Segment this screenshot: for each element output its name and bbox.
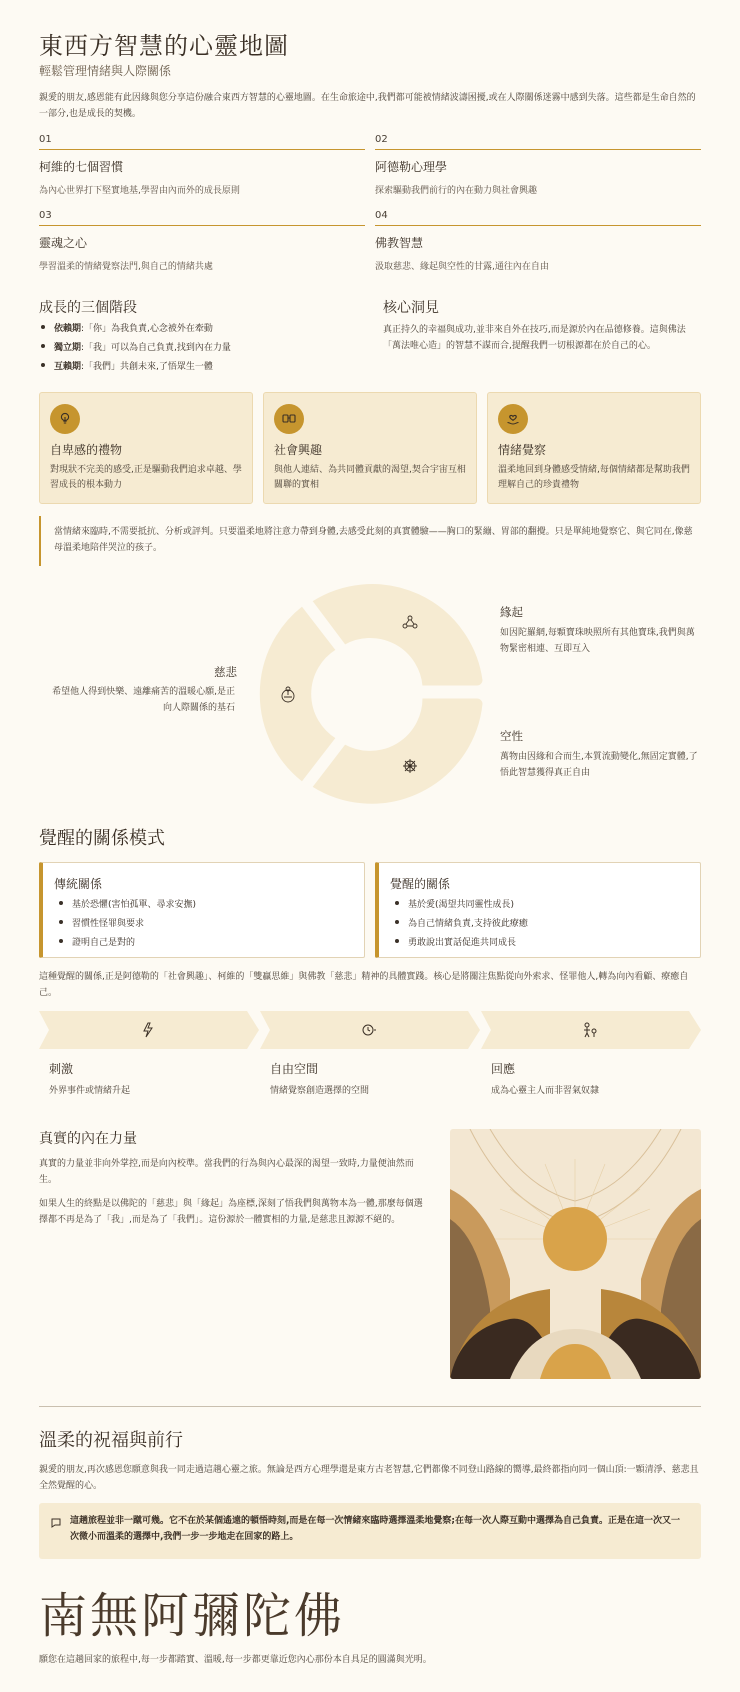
power-title: 真實的內在力量	[39, 1131, 137, 1147]
list-item: 依賴期:「你」為我負責,心念被外在牽動	[39, 321, 349, 340]
list-item: 獨立期:「我」可以為自己負責,找到內在力量	[39, 340, 349, 359]
card-desc: 與他人連結、為共同體貢獻的渴望,契合宇宙互相關聯的實相	[274, 465, 466, 490]
clock-icon	[360, 1021, 378, 1039]
person-flower-icon	[581, 1021, 599, 1039]
awakened-list	[394, 897, 528, 954]
step-arrow-response	[481, 1011, 701, 1049]
insight-text: 真正持久的幸福與成功,並非來自外在技巧,而是源於內在品德修養。這與佛法「萬法唯心造」的智慧不謀而合,提醒我們一切根源都在於自己的心。	[383, 325, 686, 351]
step-arrow-space	[260, 1011, 480, 1049]
card-social-interest	[263, 392, 477, 504]
blessing-note: 這趟旅程並非一蹴可幾。它不在於某個遙遠的頓悟時刻,而是在每一次情緒來臨時選擇溫柔地覺察;在每一次人際互動中選擇為自己負責。正是在這一次又一次微小而溫柔的選擇中,我們一步一步地走在回家的路上。	[70, 1516, 681, 1542]
step-title: 回應	[491, 1062, 516, 1076]
step-desc: 情緒覺察創造選擇的空間	[270, 1086, 370, 1096]
origin-desc: 如因陀羅網,每顆寶珠映照所有其他寶珠,我們與萬物緊密相連、互即互入	[500, 628, 695, 654]
emotion-quote: 當情緒來臨時,不需要抵抗、分析或評判。只要溫柔地將注意力帶到身體,去感受此刻的真實體驗——胸口的緊繃、胃部的翻攪。只是單純地覺察它、與它同在,像慈母溫柔地陪伴哭泣的孩子。	[39, 516, 701, 566]
section-desc: 學習溫柔的情緒覺察法門,與自己的情緒共處	[39, 262, 213, 272]
section-title: 佛教智慧	[375, 236, 424, 250]
box-title: 傳統關係	[54, 877, 103, 891]
card-desc: 溫柔地回到身體感受情緒,每個情緒都是幫助我們理解自己的珍貴禮物	[498, 465, 690, 490]
card-title: 自卑感的禮物	[50, 443, 123, 457]
note-icon	[50, 1517, 62, 1529]
donut-segment-emptiness	[312, 698, 483, 804]
section-item-01	[39, 134, 365, 196]
page-title: 東西方智慧的心靈地圖	[39, 32, 289, 60]
section-divider	[39, 1406, 701, 1407]
card-desc: 對現狀不完美的感受,正是驅動我們追求卓越、學習成長的根本動力	[50, 465, 242, 490]
growth-title: 成長的三個階段	[39, 300, 137, 316]
step-arrow-stimulus	[39, 1011, 259, 1049]
traditional-relationship-box	[39, 862, 365, 958]
list-item: 為自己情緒負責,支持彼此療癒	[394, 916, 528, 935]
step-desc: 外界事件或情緒升起	[49, 1086, 131, 1096]
step-title: 自由空間	[270, 1062, 319, 1076]
box-title: 覺醒的關係	[390, 877, 451, 891]
step-title: 刺激	[49, 1062, 74, 1076]
traditional-list	[58, 897, 196, 954]
origin-title: 緣起	[500, 605, 523, 619]
donut-segment-origin	[312, 584, 483, 686]
list-item: 證明自己是對的	[58, 935, 196, 954]
list-item: 基於恐懼(害怕孤單、尋求安撫)	[58, 897, 196, 916]
step-desc: 成為心靈主人而非習氣奴隸	[491, 1086, 600, 1096]
wisdom-donut-diagram	[250, 574, 490, 814]
list-item: 習慣性怪罪與要求	[58, 916, 196, 935]
section-item-03	[39, 210, 365, 272]
section-title: 柯維的七個習慣	[39, 160, 124, 174]
sun-artwork-image	[450, 1129, 701, 1379]
section-title: 阿德勒心理學	[375, 160, 448, 174]
growth-stage-list	[39, 321, 349, 378]
card-title: 社會興趣	[274, 443, 323, 457]
section-number: 02	[375, 134, 701, 150]
dharma-wheel-icon	[403, 759, 417, 773]
lightning-icon	[139, 1021, 157, 1039]
lightbulb-icon	[50, 404, 80, 434]
card-emotion-awareness	[487, 392, 701, 504]
final-blessing: 願您在這趟回家的旅程中,每一步都踏實、溫暖,每一步都更靠近您內心那份本自具足的圓滿與光明。	[39, 1655, 432, 1665]
compassion-title: 慈悲	[214, 665, 237, 679]
intro-paragraph: 親愛的朋友,感恩能有此因緣與您分享這份融合東西方智慧的心靈地圖。在生命旅途中,我們都可能被情緒波濤困擾,或在人際關係迷霧中感到失落。這些都是生命自然的一部分,也是成長的契機。	[39, 93, 696, 119]
section-item-02	[375, 134, 701, 196]
awakened-relationship-box	[375, 862, 701, 958]
blessing-title: 溫柔的祝福與前行	[39, 1430, 183, 1451]
blessing-note-box	[39, 1503, 701, 1559]
relationship-title: 覺醒的關係模式	[39, 828, 165, 849]
list-item: 互賴期:「我們」共創未來,了悟眾生一體	[39, 359, 349, 378]
emptiness-title: 空性	[500, 729, 523, 743]
section-number: 03	[39, 210, 365, 226]
section-desc: 為內心世界打下堅實地基,學習由內而外的成長原則	[39, 186, 240, 196]
emptiness-desc: 萬物由因緣和合而生,本質流動變化,無固定實體,了悟此智慧獲得真正自由	[500, 752, 698, 778]
card-title: 情緒覺察	[498, 443, 547, 457]
list-item: 勇敢說出實話促進共同成長	[394, 935, 528, 954]
page-subtitle: 輕鬆管理情緒與人際關係	[39, 64, 172, 78]
power-paragraph-1: 真實的力量並非向外掌控,而是向內校準。當我們的行為與內心最深的渴望一致時,力量便油然而生。	[39, 1159, 414, 1185]
compassion-desc: 希望他人得到快樂、遠離痛苦的溫暖心願,是正向人際關係的基石	[52, 687, 235, 713]
handshake-icon	[274, 404, 304, 434]
list-item: 基於愛(渴望共同靈性成長)	[394, 897, 528, 916]
section-title: 靈魂之心	[39, 236, 88, 250]
section-desc: 探索驅動我們前行的內在動力與社會興趣	[375, 186, 538, 196]
blessing-text: 親愛的朋友,再次感恩您願意與我一同走過這趟心靈之旅。無論是西方心理學還是東方古老智慧,它們都像不同登山路線的嚮導,最終都指向同一個山頂:一顆清淨、慈悲且全然覺醒的心。	[39, 1465, 699, 1491]
chant-heading: 南無阿彌陀佛	[39, 1588, 346, 1644]
card-inferiority	[39, 392, 253, 504]
section-item-04	[375, 210, 701, 272]
relationship-text: 這種覺醒的關係,正是阿德勒的「社會興趣」、柯維的「雙贏思維」與佛教「慈悲」精神的具體實踐。核心是將關注焦點從向外索求、怪罪他人,轉為向內看顧、療癒自己。	[39, 972, 689, 998]
section-number: 01	[39, 134, 365, 150]
insight-title: 核心洞見	[383, 300, 439, 316]
section-number: 04	[375, 210, 701, 226]
heart-hands-icon	[498, 404, 528, 434]
donut-segment-compassion	[259, 606, 336, 782]
section-desc: 汲取慈悲、緣起與空性的甘露,通往內在自由	[375, 262, 549, 272]
power-paragraph-2: 如果人生的終點是以佛陀的「慈悲」與「緣起」為座標,深刻了悟我們與萬物本為一體,那麼每個選擇都不再是為了「我」,而是為了「我們」。這份源於一體實相的力量,是慈悲且源源不絕的。	[39, 1199, 423, 1225]
